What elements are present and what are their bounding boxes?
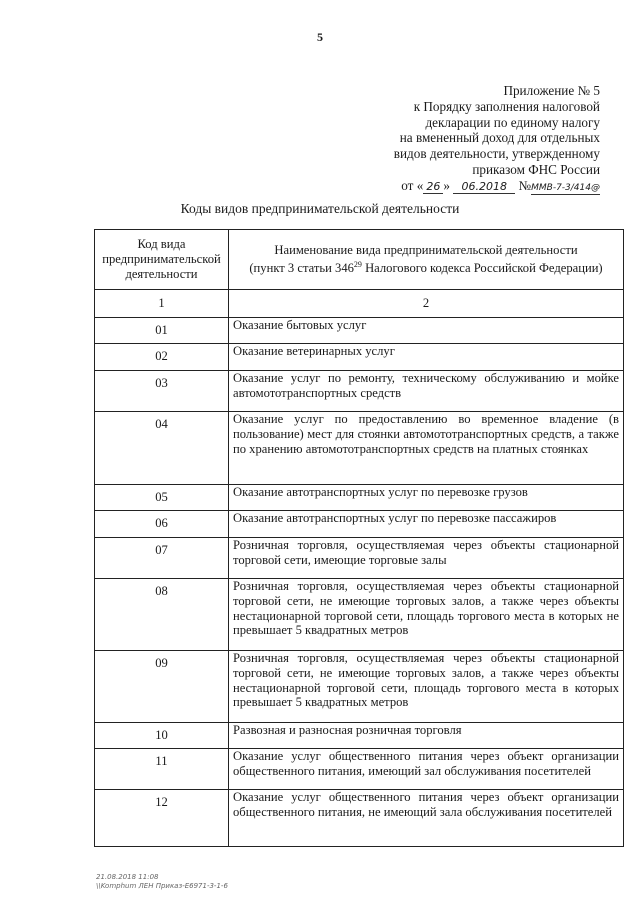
activity-code: 08 (95, 579, 229, 651)
header-name-sub: (пункт 3 статьи $346^{29}$ Налогового кодекса Российской Федерации) (249, 259, 603, 276)
appendix-line: приказом ФНС России (472, 161, 600, 177)
header-name-main: Наименование вида предпринимательской деятельности (274, 243, 578, 258)
activity-name: Оказание бытовых услуг (229, 318, 624, 344)
footer-timestamp: 21.08.2018 11:08 (96, 873, 159, 881)
header-superscript: 29 (353, 259, 362, 269)
activity-code: 12 (95, 790, 229, 847)
activity-code: 03 (95, 371, 229, 412)
appendix-line: к Порядку заполнения налоговой (413, 98, 600, 114)
appendix-block (300, 83, 600, 195)
activity-name: Розничная торговля, осуществляемая через объекты стационарной торговой сети, имеющие торговые залы (229, 538, 624, 579)
table-row (95, 344, 624, 371)
table-row (95, 485, 624, 511)
column-numbers-row (95, 290, 624, 318)
table-row (95, 318, 624, 344)
appendix-line: декларации по единому налогу (425, 114, 600, 130)
handwritten-month-year: 06.2018 (453, 181, 515, 194)
appendix-line: на вмененный доход для отдельных (399, 130, 600, 146)
activity-name: Оказание ветеринарных услуг (229, 344, 624, 371)
activity-name: Розничная торговля, осуществляемая через объекты стационарной торговой сети, не имеющие торговых залов, а также через объекты нестационарной торговой сети, площадь торгового места в которых не превышает 5 квадратных метров (229, 579, 624, 651)
column-number: 2 (229, 290, 624, 318)
activity-code: 05 (95, 485, 229, 511)
table-row (95, 538, 624, 579)
activity-code: 10 (95, 723, 229, 749)
table-row (95, 790, 624, 847)
document-title: Коды видов предпринимательской деятельности (180, 201, 460, 216)
activity-codes-table (94, 229, 624, 847)
activity-name: Оказание услуг по ремонту, техническому обслуживанию и мойке автомототранспортных средств (229, 371, 624, 412)
activity-name: Розничная торговля, осуществляемая через объекты стационарной торговой сети, не имеющие торговых залов, а также через объекты нестационарной торговой сети, площадь торгового места в которых превышает 5 квадратных метров (229, 651, 624, 723)
order-date-line (300, 178, 600, 195)
activity-name: Оказание услуг общественного питания через объект организации общественного питания, имеющий зал обслуживания посетителей (229, 749, 624, 790)
activity-name: Оказание услуг по предоставлению во временное владение (в пользование) мест для стоянки автомототранспортных средств, а также по хранению автомототранспортных средств на платных стоянках (229, 412, 624, 485)
table-row (95, 651, 624, 723)
table-row (95, 723, 624, 749)
page-number: 5 (317, 30, 323, 44)
appendix-line: Приложение № 5 (503, 83, 600, 98)
activity-code: 09 (95, 651, 229, 723)
activity-code: 01 (95, 318, 229, 344)
date-separator: » (443, 177, 450, 193)
table-row (95, 371, 624, 412)
table-row (95, 511, 624, 538)
table-row (95, 579, 624, 651)
header-name (229, 230, 624, 290)
handwritten-day: 26 (423, 181, 443, 194)
footer-stamp (96, 873, 228, 891)
activity-code: 06 (95, 511, 229, 538)
activity-code: 07 (95, 538, 229, 579)
activity-name: Оказание автотранспортных услуг по перевозке пассажиров (229, 511, 624, 538)
activity-code: 02 (95, 344, 229, 371)
handwritten-order-number: ММВ-7-3/414@ (531, 182, 600, 193)
appendix-line: видов деятельности, утвержденному (393, 146, 600, 162)
activity-name: Развозная и разносная розничная торговля (229, 723, 624, 749)
activity-name: Оказание автотранспортных услуг по перевозке грузов (229, 485, 624, 511)
date-prefix: от « (401, 177, 424, 193)
header-code: Код вида предпринимательской деятельности (95, 230, 229, 290)
footer-file-path: \\Komphum ЛЕН Приказ-Е6971-3-1-6 (96, 882, 228, 890)
table-row (95, 749, 624, 790)
table-row (95, 412, 624, 485)
activity-name: Оказание услуг общественного питания через объект организации общественного питания, не имеющий зала обслуживания посетителей (229, 790, 624, 847)
number-prefix: № (518, 177, 532, 193)
activity-code: 11 (95, 749, 229, 790)
activity-code: 04 (95, 412, 229, 485)
table-header-row (95, 230, 624, 290)
column-number: 1 (95, 290, 229, 318)
